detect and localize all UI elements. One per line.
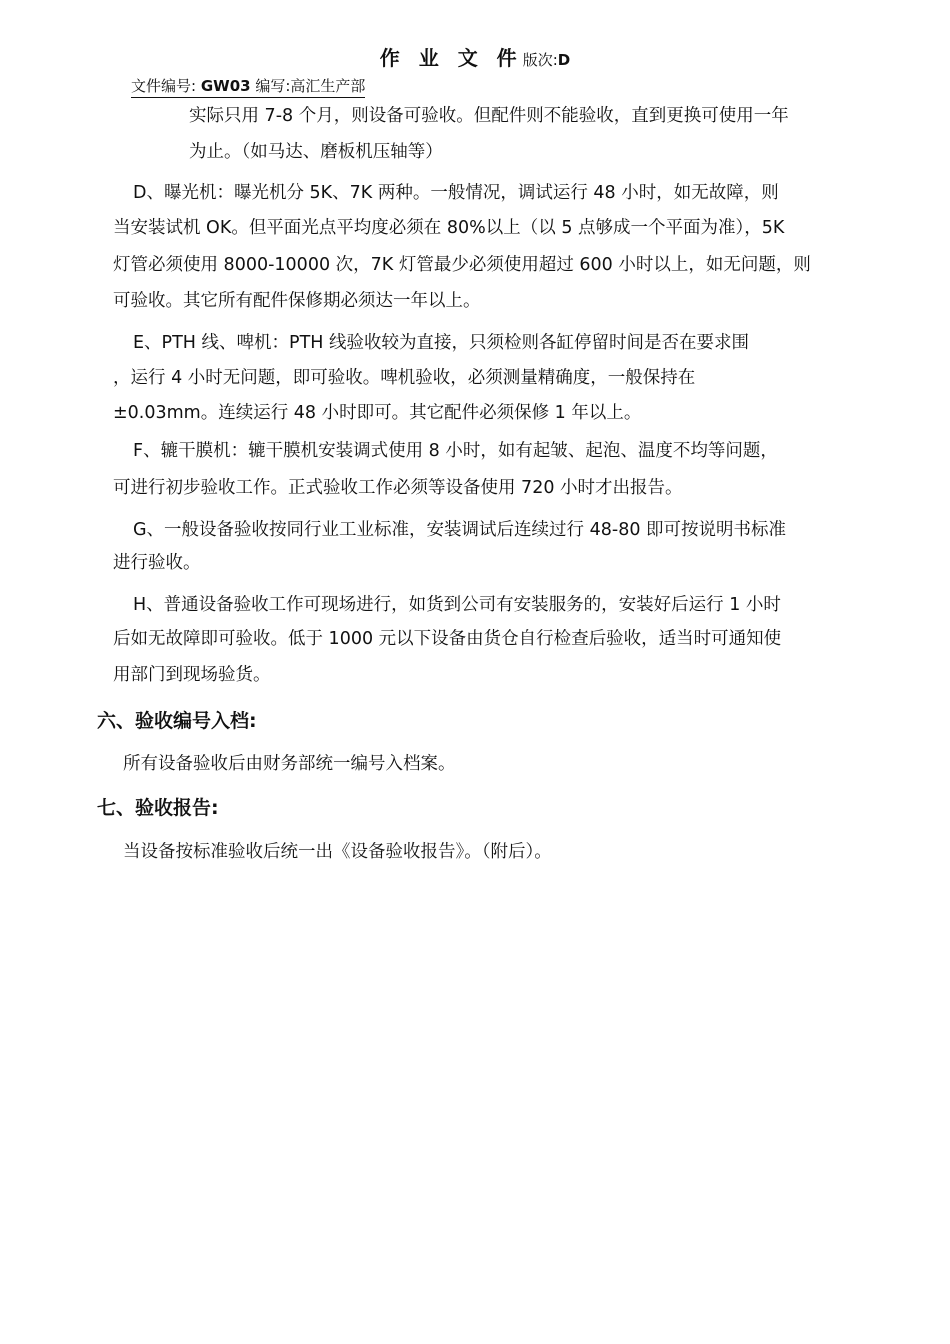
paragraph-line: E、PTH 线、啤机：PTH 线验收较为直接，只须检则各缸停留时间是否在要求围 [133, 333, 749, 353]
version-info [523, 51, 571, 69]
paragraph-line: F、辘干膜机：辘干膜机安装调式使用 8 小时，如有起皱、起泡、温度不均等问题， [133, 441, 778, 461]
paragraph-line: 后如无故障即可验收。低于 1000 元以下设备由货仓自行检查后验收，适当时可通知使 [113, 629, 782, 649]
section-heading: 六、验收编号入档: [97, 710, 257, 732]
paragraph-line: 可进行初步验收工作。正式验收工作必须等设备使用 720 小时才出报告。 [113, 478, 683, 498]
author-label: 编写: [255, 77, 291, 95]
file-no-label: 文件编号: [131, 77, 197, 95]
paragraph-line: 当安装试机 OK。但平面光点平均度必须在 80%以上（以 5 点够成一个平面为准），5K [113, 218, 785, 238]
paragraph-line: 可验收。其它所有配件保修期必须达一年以上。 [113, 291, 481, 311]
section-heading: 七、验收报告: [97, 797, 219, 819]
document-title: 作 业 文 件 [379, 46, 523, 70]
paragraph-line: ±0.03mm。连续运行 48 小时即可。其它配件必须保修 1 年以上。 [113, 403, 642, 423]
paragraph-line: 为止。（如马达、磨板机压轴等） [189, 142, 443, 162]
paragraph-line: 用部门到现场验货。 [113, 665, 271, 685]
paragraph-line: 所有设备验收后由财务部统一编号入档案。 [123, 754, 456, 774]
paragraph-line: 进行验收。 [113, 553, 201, 573]
paragraph-line: G、一般设备验收按同行业工业标准，安装调试后连续过行 48-80 即可按说明书标准 [133, 520, 787, 540]
paragraph-line: H、普通设备验收工作可现场进行，如货到公司有安装服务的，安装好后运行 1 小时 [133, 595, 781, 615]
paragraph-line: ，运行 4 小时无问题，即可验收。啤机验收，必须测量精确度，一般保持在 [113, 368, 696, 388]
version-label: 版次: [522, 51, 558, 69]
file-no-value: GW03 [200, 77, 251, 95]
paragraph-line: 实际只用 7-8 个月，则设备可验收。但配件则不能验收，直到更换可使用一年 [189, 106, 789, 126]
document-header [0, 42, 950, 71]
paragraph-line: 灯管必须使用 8000-10000 次，7K 灯管最少必须使用超过 600 小时以上，如无问题，则 [113, 255, 811, 275]
author-value: 高汇生产部 [290, 77, 366, 95]
version-value: D [557, 51, 571, 69]
paragraph-line: 当设备按标准验收后统一出《设备验收报告》。（附后）。 [123, 842, 552, 862]
paragraph-line: D、曝光机：曝光机分 5K、7K 两种。一般情况，调试运行 48 小时，如无故障，则 [133, 183, 779, 203]
document-meta [131, 76, 365, 98]
